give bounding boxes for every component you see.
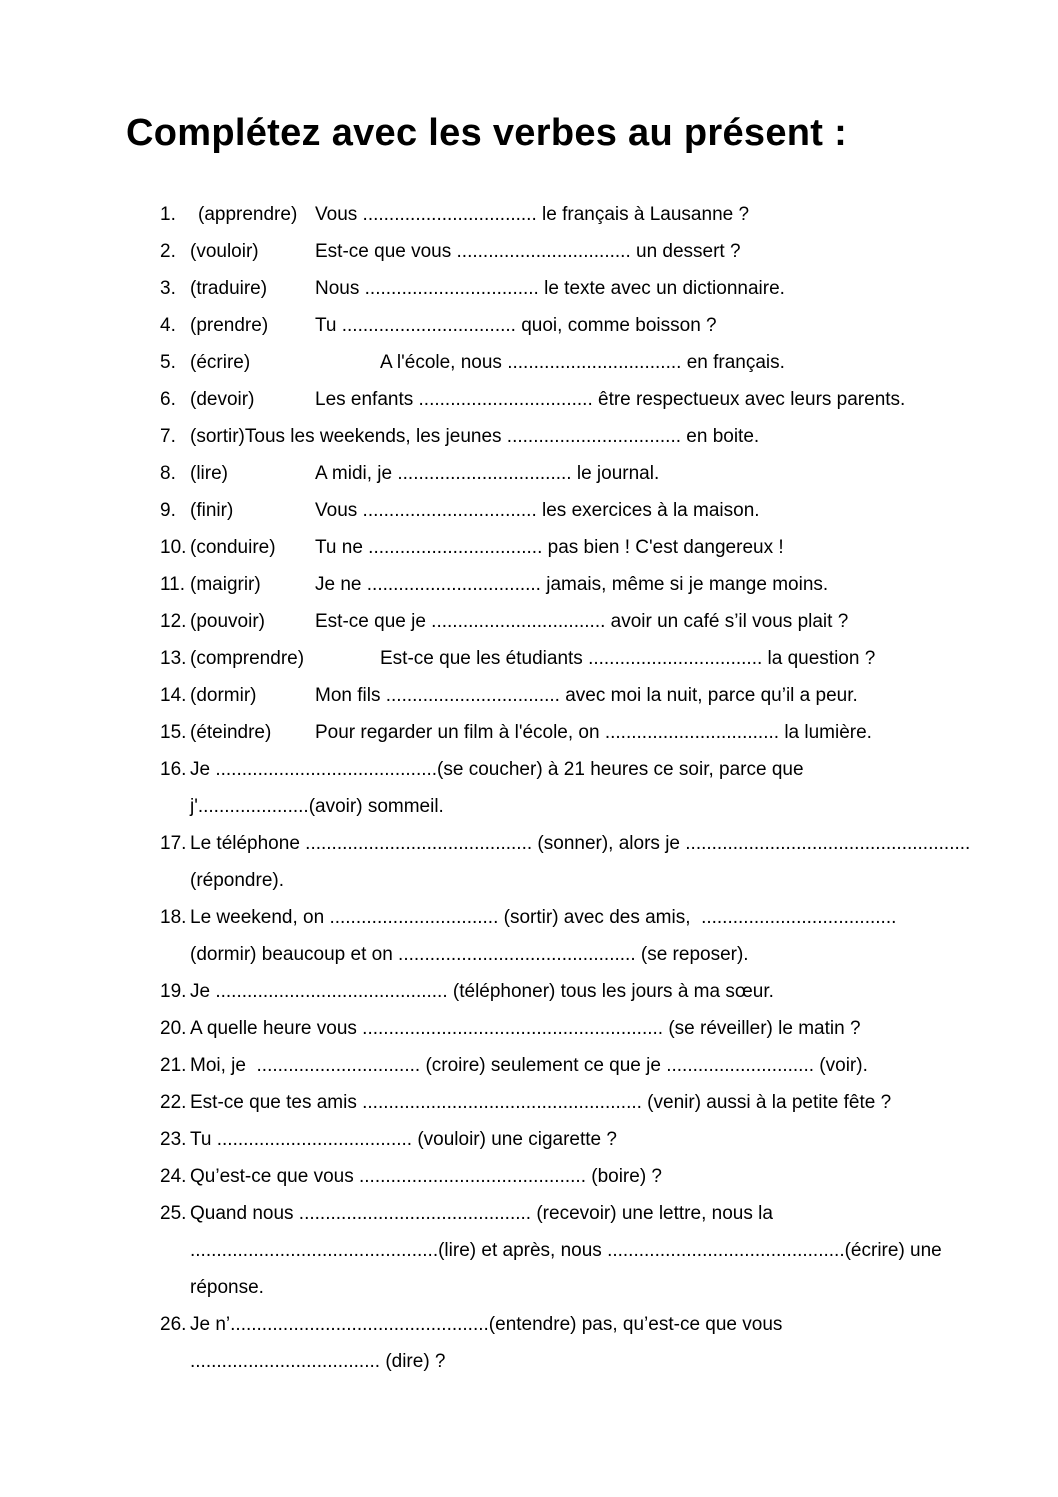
- item-number: 23.: [160, 1129, 187, 1150]
- item-line: [160, 1158, 1000, 1195]
- exercise-item-7: [160, 418, 1000, 455]
- exercise-item-10: [160, 529, 1000, 566]
- item-line: [160, 1269, 1000, 1306]
- exercise-item-23: [160, 1121, 1000, 1158]
- item-number: 2.: [160, 241, 176, 262]
- exercise-item-16: [160, 751, 1000, 825]
- item-number: 1.: [160, 204, 176, 225]
- item-number: 8.: [160, 463, 176, 484]
- item-text: Je n’.................................................(entendre) pas, qu’est-ce que vous: [190, 1314, 783, 1335]
- item-number: 20.: [160, 1018, 187, 1039]
- item-text: Pour regarder un film à l'école, on ................................. la lumière.: [315, 722, 872, 743]
- item-line: [160, 973, 1000, 1010]
- exercise-item-19: [160, 973, 1000, 1010]
- exercise-item-18: [160, 899, 1000, 973]
- item-text: Tu ................................. quoi, comme boisson ?: [315, 315, 717, 336]
- item-text: Le weekend, on ................................ (sortir) avec des amis, .....................................: [190, 907, 897, 928]
- item-verb: (maigrir): [190, 574, 261, 595]
- item-verb: (apprendre): [198, 204, 298, 225]
- item-text: Moi, je ............................... (croire) seulement ce que je ............................ (voir).: [190, 1055, 868, 1076]
- exercise-item-9: [160, 492, 1000, 529]
- item-verb: (dormir): [190, 685, 257, 706]
- item-number: 17.: [160, 833, 187, 854]
- item-text: Je ............................................ (téléphoner) tous les jours à ma sœur.: [190, 981, 774, 1002]
- item-text: A midi, je ................................. le journal.: [315, 463, 660, 484]
- item-line: [160, 1047, 1000, 1084]
- item-line: [160, 1084, 1000, 1121]
- item-text: Vous ................................. le français à Lausanne ?: [315, 204, 750, 225]
- item-text: Mon fils ................................. avec moi la nuit, parce qu’il a peur.: [315, 685, 858, 706]
- item-verb: (éteindre): [190, 722, 272, 743]
- item-text: Est-ce que vous ................................. un dessert ?: [315, 241, 741, 262]
- item-text: Je ne ................................. jamais, même si je mange moins.: [315, 574, 829, 595]
- item-text: .................................... (dire) ?: [190, 1351, 446, 1372]
- item-text: A quelle heure vous ......................................................... (se réveiller) le matin ?: [190, 1018, 861, 1039]
- item-number: 26.: [160, 1314, 187, 1335]
- exercise-item-22: [160, 1084, 1000, 1121]
- item-number: 11.: [160, 574, 186, 595]
- exercise-item-3: [160, 270, 1000, 307]
- exercise-item-12: [160, 603, 1000, 640]
- item-text: j'.....................(avoir) sommeil.: [190, 796, 444, 817]
- item-number: 16.: [160, 759, 187, 780]
- item-number: 25.: [160, 1203, 187, 1224]
- exercise-item-6: [160, 381, 1000, 418]
- item-text: Nous ................................. le texte avec un dictionnaire.: [315, 278, 785, 299]
- item-number: 22.: [160, 1092, 187, 1113]
- exercise-item-15: [160, 714, 1000, 751]
- item-number: 6.: [160, 389, 176, 410]
- item-line: [160, 1121, 1000, 1158]
- exercise-item-5: [160, 344, 1000, 381]
- item-text: ...............................................(lire) et après, nous .............................................(écrire) une: [190, 1240, 942, 1261]
- item-text: Les enfants ................................. être respectueux avec leurs parents.: [315, 389, 906, 410]
- item-text: (dormir) beaucoup et on ............................................. (se reposer).: [190, 944, 749, 965]
- item-text: Est-ce que tes amis ..................................................... (venir) aussi à la petite fête ?: [190, 1092, 892, 1113]
- exercise-item-8: [160, 455, 1000, 492]
- item-text: Est-ce que je ................................. avoir un café s’il vous plait ?: [315, 611, 849, 632]
- exercise-item-2: [160, 233, 1000, 270]
- exercise-item-11: [160, 566, 1000, 603]
- item-line: [160, 1010, 1000, 1047]
- item-text: A l'école, nous ................................. en français.: [380, 352, 785, 373]
- exercise-item-17: [160, 825, 1000, 899]
- exercise-item-24: [160, 1158, 1000, 1195]
- item-number: 7.: [160, 426, 176, 447]
- item-text: (sortir)Tous les weekends, les jeunes ................................. en boite.: [190, 426, 760, 447]
- item-verb: (devoir): [190, 389, 255, 410]
- item-line: [160, 1306, 1000, 1343]
- item-line: [160, 1195, 1000, 1232]
- item-text: Quand nous ............................................ (recevoir) une lettre, nous la: [190, 1203, 773, 1224]
- exercise-item-20: [160, 1010, 1000, 1047]
- item-number: 5.: [160, 352, 176, 373]
- item-line: [160, 862, 1000, 899]
- item-verb: (vouloir): [190, 241, 259, 262]
- item-number: 14.: [160, 685, 187, 706]
- item-number: 15.: [160, 722, 187, 743]
- item-text: (répondre).: [190, 870, 284, 891]
- exercise-item-1: [160, 196, 1000, 233]
- exercise-item-21: [160, 1047, 1000, 1084]
- exercise-item-25: [160, 1195, 1000, 1306]
- item-verb: (prendre): [190, 315, 269, 336]
- item-number: 12.: [160, 611, 187, 632]
- item-number: 3.: [160, 278, 176, 299]
- item-text: Est-ce que les étudiants ................................. la question ?: [380, 648, 876, 669]
- item-verb: (finir): [190, 500, 234, 521]
- exercise-item-13: [160, 640, 1000, 677]
- item-text: Je ..........................................(se coucher) à 21 heures ce soir, parce que: [190, 759, 804, 780]
- item-line: [160, 825, 1000, 862]
- item-line: [160, 1232, 1000, 1269]
- exercise-item-14: [160, 677, 1000, 714]
- item-number: 19.: [160, 981, 187, 1002]
- exercise-item-26: [160, 1306, 1000, 1380]
- item-number: 9.: [160, 500, 176, 521]
- item-text: Vous ................................. les exercices à la maison.: [315, 500, 760, 521]
- item-line: [160, 1343, 1000, 1380]
- item-number: 21.: [160, 1055, 187, 1076]
- item-text: Le téléphone ........................................... (sonner), alors je ......................................................: [190, 833, 971, 854]
- item-number: 24.: [160, 1166, 187, 1187]
- item-text: Qu’est-ce que vous ........................................... (boire) ?: [190, 1166, 662, 1187]
- item-number: 10.: [160, 537, 187, 558]
- item-text: Tu ne ................................. pas bien ! C'est dangereux !: [315, 537, 784, 558]
- item-verb: (écrire): [190, 352, 251, 373]
- item-verb: (lire): [190, 463, 228, 484]
- item-text: Tu ..................................... (vouloir) une cigarette ?: [190, 1129, 617, 1150]
- item-verb: (traduire): [190, 278, 268, 299]
- item-verb: (conduire): [190, 537, 276, 558]
- item-verb: (pouvoir): [190, 611, 265, 632]
- exercise-item-4: [160, 307, 1000, 344]
- item-line: [160, 936, 1000, 973]
- item-number: 18.: [160, 907, 187, 928]
- item-line: [160, 899, 1000, 936]
- item-verb: (comprendre): [190, 648, 305, 669]
- item-line: [160, 788, 1000, 825]
- item-text: réponse.: [190, 1277, 264, 1298]
- item-number: 4.: [160, 315, 176, 336]
- page-title: Complétez avec les verbes au présent :: [126, 112, 848, 154]
- exercise-list: [160, 196, 1000, 1380]
- item-number: 13.: [160, 648, 187, 669]
- item-line: [160, 751, 1000, 788]
